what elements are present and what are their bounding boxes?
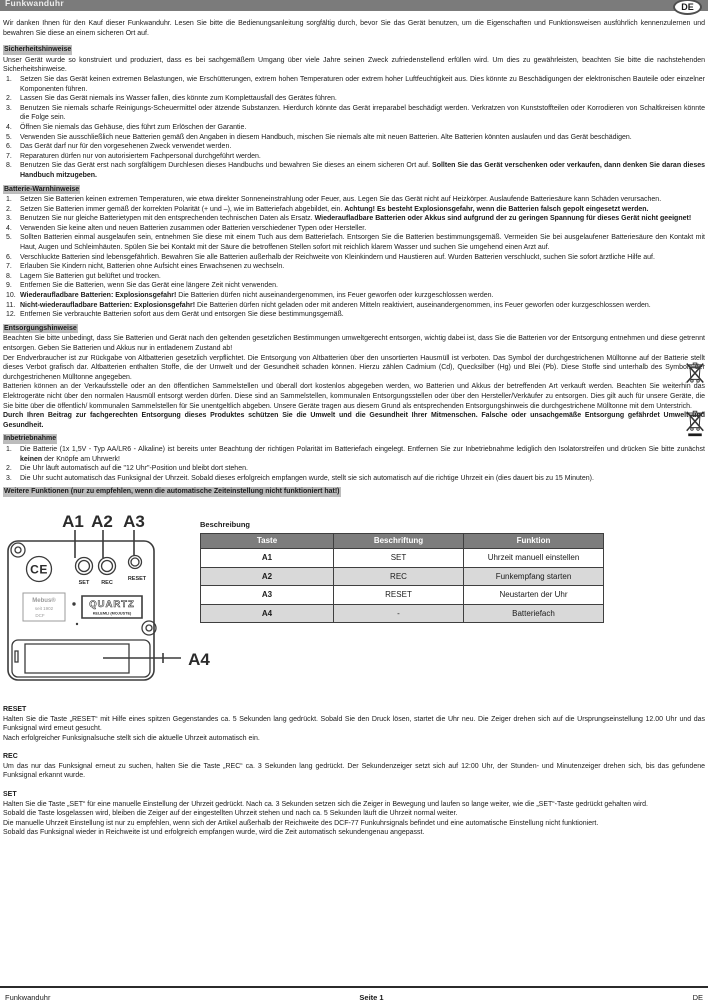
item-number: 8. bbox=[6, 272, 12, 280]
list-item bbox=[3, 142, 705, 152]
list-item bbox=[3, 464, 705, 474]
item-text: Verwenden Sie keine alten und neuen Batterien zusammen oder Batterien verschiedener Typen oder Hersteller. bbox=[20, 224, 367, 232]
cell-taste: A4 bbox=[201, 604, 334, 623]
page-header-bar bbox=[0, 0, 708, 11]
set-paragraph: Sobald die Taste losgelassen wird, bleiben die Zeiger auf der eingestellten Uhrzeit stehen und nach ca. 5 Sekunden läuft die Uhrzeit normal weiter. bbox=[3, 810, 458, 818]
cell-beschriftung: - bbox=[334, 604, 464, 623]
item-number: 3. bbox=[6, 474, 12, 482]
list-item bbox=[3, 104, 705, 123]
item-text: Lassen Sie das Gerät niemals ins Wasser fallen, dies könnte zum Komplettausfall des Gerätes führen. bbox=[20, 95, 337, 103]
item-number: 5. bbox=[6, 234, 12, 242]
page-title: Funkwanduhr bbox=[5, 0, 65, 8]
list-item bbox=[3, 233, 705, 252]
item-number: 2. bbox=[6, 205, 12, 213]
callout-a4-line bbox=[103, 653, 181, 663]
item-number: 2. bbox=[6, 465, 12, 473]
cell-funktion: Funkempfang starten bbox=[464, 567, 604, 586]
section-heading-rec: REC bbox=[3, 753, 18, 761]
intro-paragraph: Wir danken Ihnen für den Kauf dieser Funkwanduhr. Lesen Sie bitte die Bedienungsanleitung sorgfältig durch, bevor Sie das Gerät benutzen, um die Eigenschaften und Funktionsweisen ausführlich kennenzulernen und bewahren Sie diese an einem sicheren Ort auf. bbox=[3, 20, 705, 37]
table-row bbox=[201, 567, 604, 586]
list-item bbox=[3, 133, 705, 143]
brand-line1: Mebus® bbox=[32, 597, 56, 604]
clock-movement-figure bbox=[3, 500, 705, 696]
list-item bbox=[3, 301, 705, 311]
brand-line2: seit 1902 bbox=[34, 605, 54, 611]
set-paragraph: Sobald das Funksignal wieder in Reichweite ist und erfolgreich empfangen wurde, wird die Zeit automatisch sekundengenau angepasst. bbox=[3, 829, 425, 837]
item-text: Nicht-wiederaufladbare Batterien: Explosionsgefahr! Die Batterien dürfen nicht geladen oder mit anderen Mitteln reaktiviert, auseinandergenommen, ins Feuer geworfen oder kurzgeschlossen werden. bbox=[20, 301, 651, 309]
cell-funktion: Neustarten der Uhr bbox=[464, 586, 604, 605]
list-item bbox=[3, 253, 705, 263]
reset-button-label: RESET bbox=[127, 575, 147, 582]
list-item bbox=[3, 262, 705, 272]
column-header: Beschriftung bbox=[334, 533, 464, 549]
item-text: Setzen Sie Batterien immer gemäß der korrekten Polarität (+ und –), wie im Batteriefach abgebildet, ein. Achtung! Es besteht Explosionsgefahr, wenn die Batterien falsch gepolt eingesetzt werden. bbox=[20, 205, 649, 213]
item-text: Das Gerät darf nur für den vorgesehenen Zweck verwendet werden. bbox=[20, 143, 232, 151]
ce-mark-text: CE bbox=[30, 562, 48, 577]
list-item bbox=[3, 224, 705, 234]
section-disposal bbox=[3, 320, 705, 431]
page-footer bbox=[0, 986, 708, 1001]
item-text: Verwenden Sie ausschließlich neue Batterien gemäß den Angaben in diesem Handbuch, mischen Sie niemals alte mit neuen Batterien. Alte Batterien könnten auslaufen und das Gerät beschädigen. bbox=[20, 133, 632, 141]
alignment-dot bbox=[72, 602, 75, 605]
rec-paragraph: Um das nur das Funksignal erneut zu suchen, halten Sie die Taste „REC“ ca. 3 Sekunden lang gedrückt. Der Sekundenzeiger setzt sich auf 12:00 Uhr, der Stunden- und Minutenzeiger drehen sich, bis das gefundene Funksignal erkannt wurde. bbox=[3, 762, 705, 780]
item-text: Die Batterie (1x 1,5V - Typ AA/LR6 - Alkaline) ist bereits unter Beachtung der richtigen Polarität im Batteriefach eingelegt. Entfernen Sie zur Inbetriebnahme lediglich den Isolatorstreifen und drücken Sie bitte zunächst keinen der Knöpfe am Uhrwerk! bbox=[20, 445, 705, 463]
item-number: 8. bbox=[6, 162, 12, 170]
item-text: Benutzen Sie niemals scharfe Reinigungs-Scheuermittel oder ätzende Substanzen. Hierdurch könnte das Gerät irreparabel beschädigt werden. Verkratzen von Kunststoffteilen oder Korrodieren von Schaltkreisen könnte die Folge sein. bbox=[20, 104, 705, 122]
manual-content bbox=[0, 19, 708, 838]
brand-line3: DCF bbox=[35, 612, 45, 618]
alignment-dot bbox=[76, 623, 78, 625]
item-text: Reparaturen dürfen nur von autorisiertem Fachpersonal durchgeführt werden. bbox=[20, 152, 261, 160]
section-heading-set: SET bbox=[3, 791, 17, 799]
disposal-paragraph: Beachten Sie bitte unbedingt, dass Sie Batterien und Gerät nach den geltenden gesetzlichen Bestimmungen umweltgerecht entsorgen, wichtig dabei ist, dass Sie die Batterien vor der Entsorgung entnehmen und diese getrennt entsorgen. Geben Sie Batterien und Akkus nur in entladenem Zustand ab! bbox=[3, 335, 705, 352]
column-header: Funktion bbox=[464, 533, 604, 549]
item-text: Setzen Sie Batterien keinen extremen Temperaturen, wie etwa direkter Sonneneinstrahlung oder Feuer, aus. Legen Sie das Gerät nicht auf Heizkörper. Auslaufende Batteriesäure kann Schäden verursachen. bbox=[20, 196, 662, 204]
item-number: 4. bbox=[6, 123, 12, 131]
table-title: Beschreibung bbox=[200, 519, 251, 529]
item-number: 6. bbox=[6, 143, 12, 151]
callout-a3-label: A3 bbox=[123, 511, 145, 531]
quartz-line2: KELEMLI (MOJUSTE) bbox=[92, 611, 132, 616]
item-text: Lagern Sie Batterien gut belüftet und trocken. bbox=[20, 272, 161, 280]
item-text: Erlauben Sie Kindern nicht, Batterien ohne Aufsicht eines Erwachsenen zu wechseln. bbox=[20, 263, 285, 271]
list-item bbox=[3, 195, 705, 205]
list-item bbox=[3, 281, 705, 291]
list-item bbox=[3, 214, 705, 224]
list-item bbox=[3, 123, 705, 133]
list-item bbox=[3, 310, 705, 320]
reset-paragraph: Halten Sie die Taste „RESET“ mit Hilfe eines spitzen Gegenstandes ca. 5 Sekunden lang gedrückt. Sobald Sie den Druck lösen, startet die Uhr neu. Die Zeiger drehen sich auf die Ursprungseinstellung 12.00 Uhr und das Funksignal wird erneut gesucht. bbox=[3, 715, 705, 733]
item-number: 5. bbox=[6, 133, 12, 141]
table-header-row bbox=[201, 533, 604, 549]
cell-funktion: Uhrzeit manuell einstellen bbox=[464, 549, 604, 568]
item-text: Öffnen Sie niemals das Gehäuse, dies führt zum Erlöschen der Garantie. bbox=[20, 123, 247, 131]
item-number: 1. bbox=[6, 445, 12, 453]
set-paragraph: Halten Sie die Taste „SET“ für eine manuelle Einstellung der Uhrzeit gedrückt. Nach ca. 3 Sekunden setzen sich die Zeiger in Bewegung und laufen so lange weiter, wie die „SET“-Taste gedrückt gehalten wird. bbox=[3, 800, 649, 808]
list-item bbox=[3, 94, 705, 104]
section-heading-battery: Batterie-Warnhinweise bbox=[4, 185, 80, 193]
list-item bbox=[3, 161, 705, 180]
crossed-out-bin-underline-icon bbox=[686, 410, 704, 438]
item-text: Benutzen Sie das Gerät erst nach sorgfältigem Durchlesen dieses Handbuchs und bewahren Sie dieses an einem sicheren Ort auf. Sollten Sie das Gerät verschenken oder verkaufen, dann denken Sie daran dieses Handbuch mitzugeben. bbox=[20, 162, 705, 179]
disposal-paragraph: Der Endverbraucher ist zur Rückgabe von Altbatterien gesetzlich verpflichtet. Die Entsorgung von Altbatterien über den unsortierten Hausmüll ist verboten. Das Symbol der durchgestrichenen Mülltonne auf der Batterie stellt dieses Verbot grafisch dar. Altbatterien enthalten Stoffe, die der Umwelt und der Gesundheit schaden können. Hierzu zählen Cadmium (Cd), Quecksilber (Hg) und Blei (Pb). Diese Stoffe sind unterhalb des Symbols der durchgestrichenen Mülltonne angegeben. bbox=[3, 354, 705, 381]
cell-taste: A2 bbox=[201, 567, 334, 586]
item-number: 7. bbox=[6, 152, 12, 160]
rec-button-label: REC bbox=[101, 579, 113, 586]
table-row bbox=[201, 549, 604, 568]
item-number: 4. bbox=[6, 224, 12, 232]
callout-a4-label: A4 bbox=[188, 649, 210, 669]
item-text: Die Uhr läuft automatisch auf die "12 Uhr"-Position und bleibt dort stehen. bbox=[20, 465, 248, 473]
reset-paragraph: Nach erfolgreicher Funksignalsuche stellt sich die aktuelle Uhrzeit automatisch ein. bbox=[3, 734, 260, 742]
button-description-block bbox=[200, 520, 604, 624]
cell-taste: A1 bbox=[201, 549, 334, 568]
cell-funktion: Batteriefach bbox=[464, 604, 604, 623]
language-badge: DE bbox=[673, 0, 702, 15]
footer-right: DE bbox=[692, 993, 703, 1001]
column-header: Taste bbox=[201, 533, 334, 549]
safety-lead: Unser Gerät wurde so konstruiert und produziert, dass es bei sachgemäßem Umgang über viele Jahre seinen Zweck zufriedenstellend erfüllen wird. Um dies zu gewährleisten, beachten Sie bitte die nachstehenden Sicherheitshinweise. bbox=[3, 56, 705, 74]
safety-list bbox=[3, 75, 705, 181]
section-heading-more-functions: Weitere Funktionen (nur zu empfehlen, wenn die automatische Zeiteinstellung nicht funktioniert hat!) bbox=[4, 488, 340, 496]
item-number: 6. bbox=[6, 253, 12, 261]
section-heading-safety: Sicherheitshinweise bbox=[4, 46, 72, 54]
door-notch bbox=[15, 651, 18, 662]
footer-left: Funkwanduhr bbox=[5, 993, 51, 1001]
item-number: 11. bbox=[6, 301, 16, 309]
set-button-label: SET bbox=[78, 579, 90, 586]
battery-list bbox=[3, 195, 705, 320]
list-item bbox=[3, 205, 705, 215]
list-item bbox=[3, 152, 705, 162]
button-function-table bbox=[200, 533, 604, 624]
list-item bbox=[3, 291, 705, 301]
item-text: Entfernen Sie verbrauchte Batterien sofort aus dem Gerät und entsorgen Sie diese bestimmungsgemäß. bbox=[20, 311, 344, 319]
footer-page-number: Seite 1 bbox=[359, 993, 384, 1001]
item-number: 9. bbox=[6, 282, 12, 290]
section-heading-setup: Inbetriebnahme bbox=[4, 435, 57, 443]
item-text: Setzen Sie das Gerät keinen extremen Belastungen, wie Erschütterungen, extrem hohen Temperaturen oder extrem hoher Luftfeuchtigkeit aus. Dies könnte zu Beschädigungen der elektronischen Bauteile oder einzelner Komponenten führen. bbox=[20, 75, 705, 93]
list-item bbox=[3, 445, 705, 464]
cell-beschriftung: REC bbox=[334, 567, 464, 586]
item-text: Verschluckte Batterien sind lebensgefährlich. Bewahren Sie alle Batterien außerhalb der Reichweite von Kleinkindern und Haustieren auf. Wurden Batterien verschluckt, suchen Sie sofort ärztliche Hilfe auf. bbox=[20, 253, 655, 261]
list-item bbox=[3, 272, 705, 282]
item-number: 3. bbox=[6, 104, 12, 112]
disposal-paragraph: Batterien können an der Verkaufsstelle oder an den öffentlichen Sammelstellen und überall dort kostenlos abgegeben werden, wo Batterien und Akkus der betreffenden Art verkauft werden. Beachten Sie weiterhin das Elektrogeräte nicht über den normalen Hausmüll entsorgt werden dürfen. Diese sind an Sammelstellen, kommunalen Entsorgungsstellen oder über den Hersteller/Verkäufer zu entsorgen. Dies gilt auch für unsere Geräte, die Sie bitte über die öffentlich/ kommunalen Sammelstellen für Sie unentgeltlich abgeben. Unsere Geräte tragen aus diesem Grund als entsprechenden Entsorgungshinweis die durchgestrichene Mülltonne mit dem Unterstrich. bbox=[3, 383, 705, 410]
item-number: 3. bbox=[6, 215, 12, 223]
quartz-line1: QUARTZ bbox=[89, 598, 135, 610]
table-row bbox=[201, 604, 604, 623]
section-heading-reset: RESET bbox=[3, 705, 27, 713]
cell-beschriftung: SET bbox=[334, 549, 464, 568]
crossed-out-bin-icon bbox=[686, 362, 704, 386]
item-number: 12. bbox=[6, 311, 16, 319]
disposal-paragraph-bold: Durch Ihren Beitrag zur fachgerechten Entsorgung dieses Produktes schützen Sie die Umwelt und die Gesundheit Ihrer Mitmenschen. Falsche oder unsachgemäße Entsorgung gefährdet Umwelt und Gesundheit. bbox=[3, 412, 705, 429]
item-number: 1. bbox=[6, 196, 12, 204]
section-heading-disposal: Entsorgungshinweise bbox=[4, 324, 77, 332]
hanger-hole-icon bbox=[11, 543, 25, 557]
item-text: Sollten Batterien einmal ausgelaufen sein, entnehmen Sie diese mit einem Tuch aus dem Batteriefach. Entsorgen Sie die Batterien bestimmungsgemäß. Vermeiden Sie bei ausgelaufener Batteriesäure den Kontakt mit Haut, Augen und Schleimhäuten. Spülen Sie bei Kontakt mit der Säure die betroffenen Stellen sofort mit reichlich klarem Wasser und suchen Sie umgehend einen Arzt auf. bbox=[20, 234, 705, 252]
list-item bbox=[3, 75, 705, 94]
list-item bbox=[3, 474, 705, 484]
callout-a1-label: A1 bbox=[62, 511, 84, 531]
item-text: Entfernen Sie die Batterien, wenn Sie das Gerät eine längere Zeit nicht verwenden. bbox=[20, 282, 278, 290]
callout-a2-label: A2 bbox=[91, 511, 113, 531]
table-row bbox=[201, 586, 604, 605]
item-number: 7. bbox=[6, 263, 12, 271]
item-text: Die Uhr sucht automatisch das Funksignal der Uhrzeit. Sobald dieses erfolgreich empfangen wurde, stellt sie sich automatisch auf die richtige Uhrzeit ein (dies dauert bis zu 15 Minuten). bbox=[20, 474, 594, 482]
setup-list bbox=[3, 445, 705, 483]
item-number: 1. bbox=[6, 75, 12, 83]
callout-lines bbox=[75, 530, 134, 558]
item-text: Benutzen Sie nur gleiche Batterietypen mit den entsprechenden technischen Daten als Ersatz. Wiederaufladbare Batterien oder Akkus sind aufgrund der zu geringen Spannung für dieses Gerät nicht geeignet! bbox=[20, 215, 692, 223]
cell-taste: A3 bbox=[201, 586, 334, 605]
item-text: Wiederaufladbare Batterien: Explosionsgefahr! Die Batterien dürfen nicht auseinandergenommen, ins Feuer geworfen oder kurzgeschlossen werden. bbox=[20, 292, 494, 300]
item-number: 2. bbox=[6, 95, 12, 103]
item-number: 10. bbox=[6, 292, 16, 300]
cell-beschriftung: RESET bbox=[334, 586, 464, 605]
set-paragraph: Die manuelle Uhrzeit Einstellung ist nur zu empfehlen, wenn sich der Artikel außerhalb der Reichweite des DCF-77 Funkuhrsignals befindet und eine automatische Einstellung nicht funktioniert. bbox=[3, 819, 599, 827]
